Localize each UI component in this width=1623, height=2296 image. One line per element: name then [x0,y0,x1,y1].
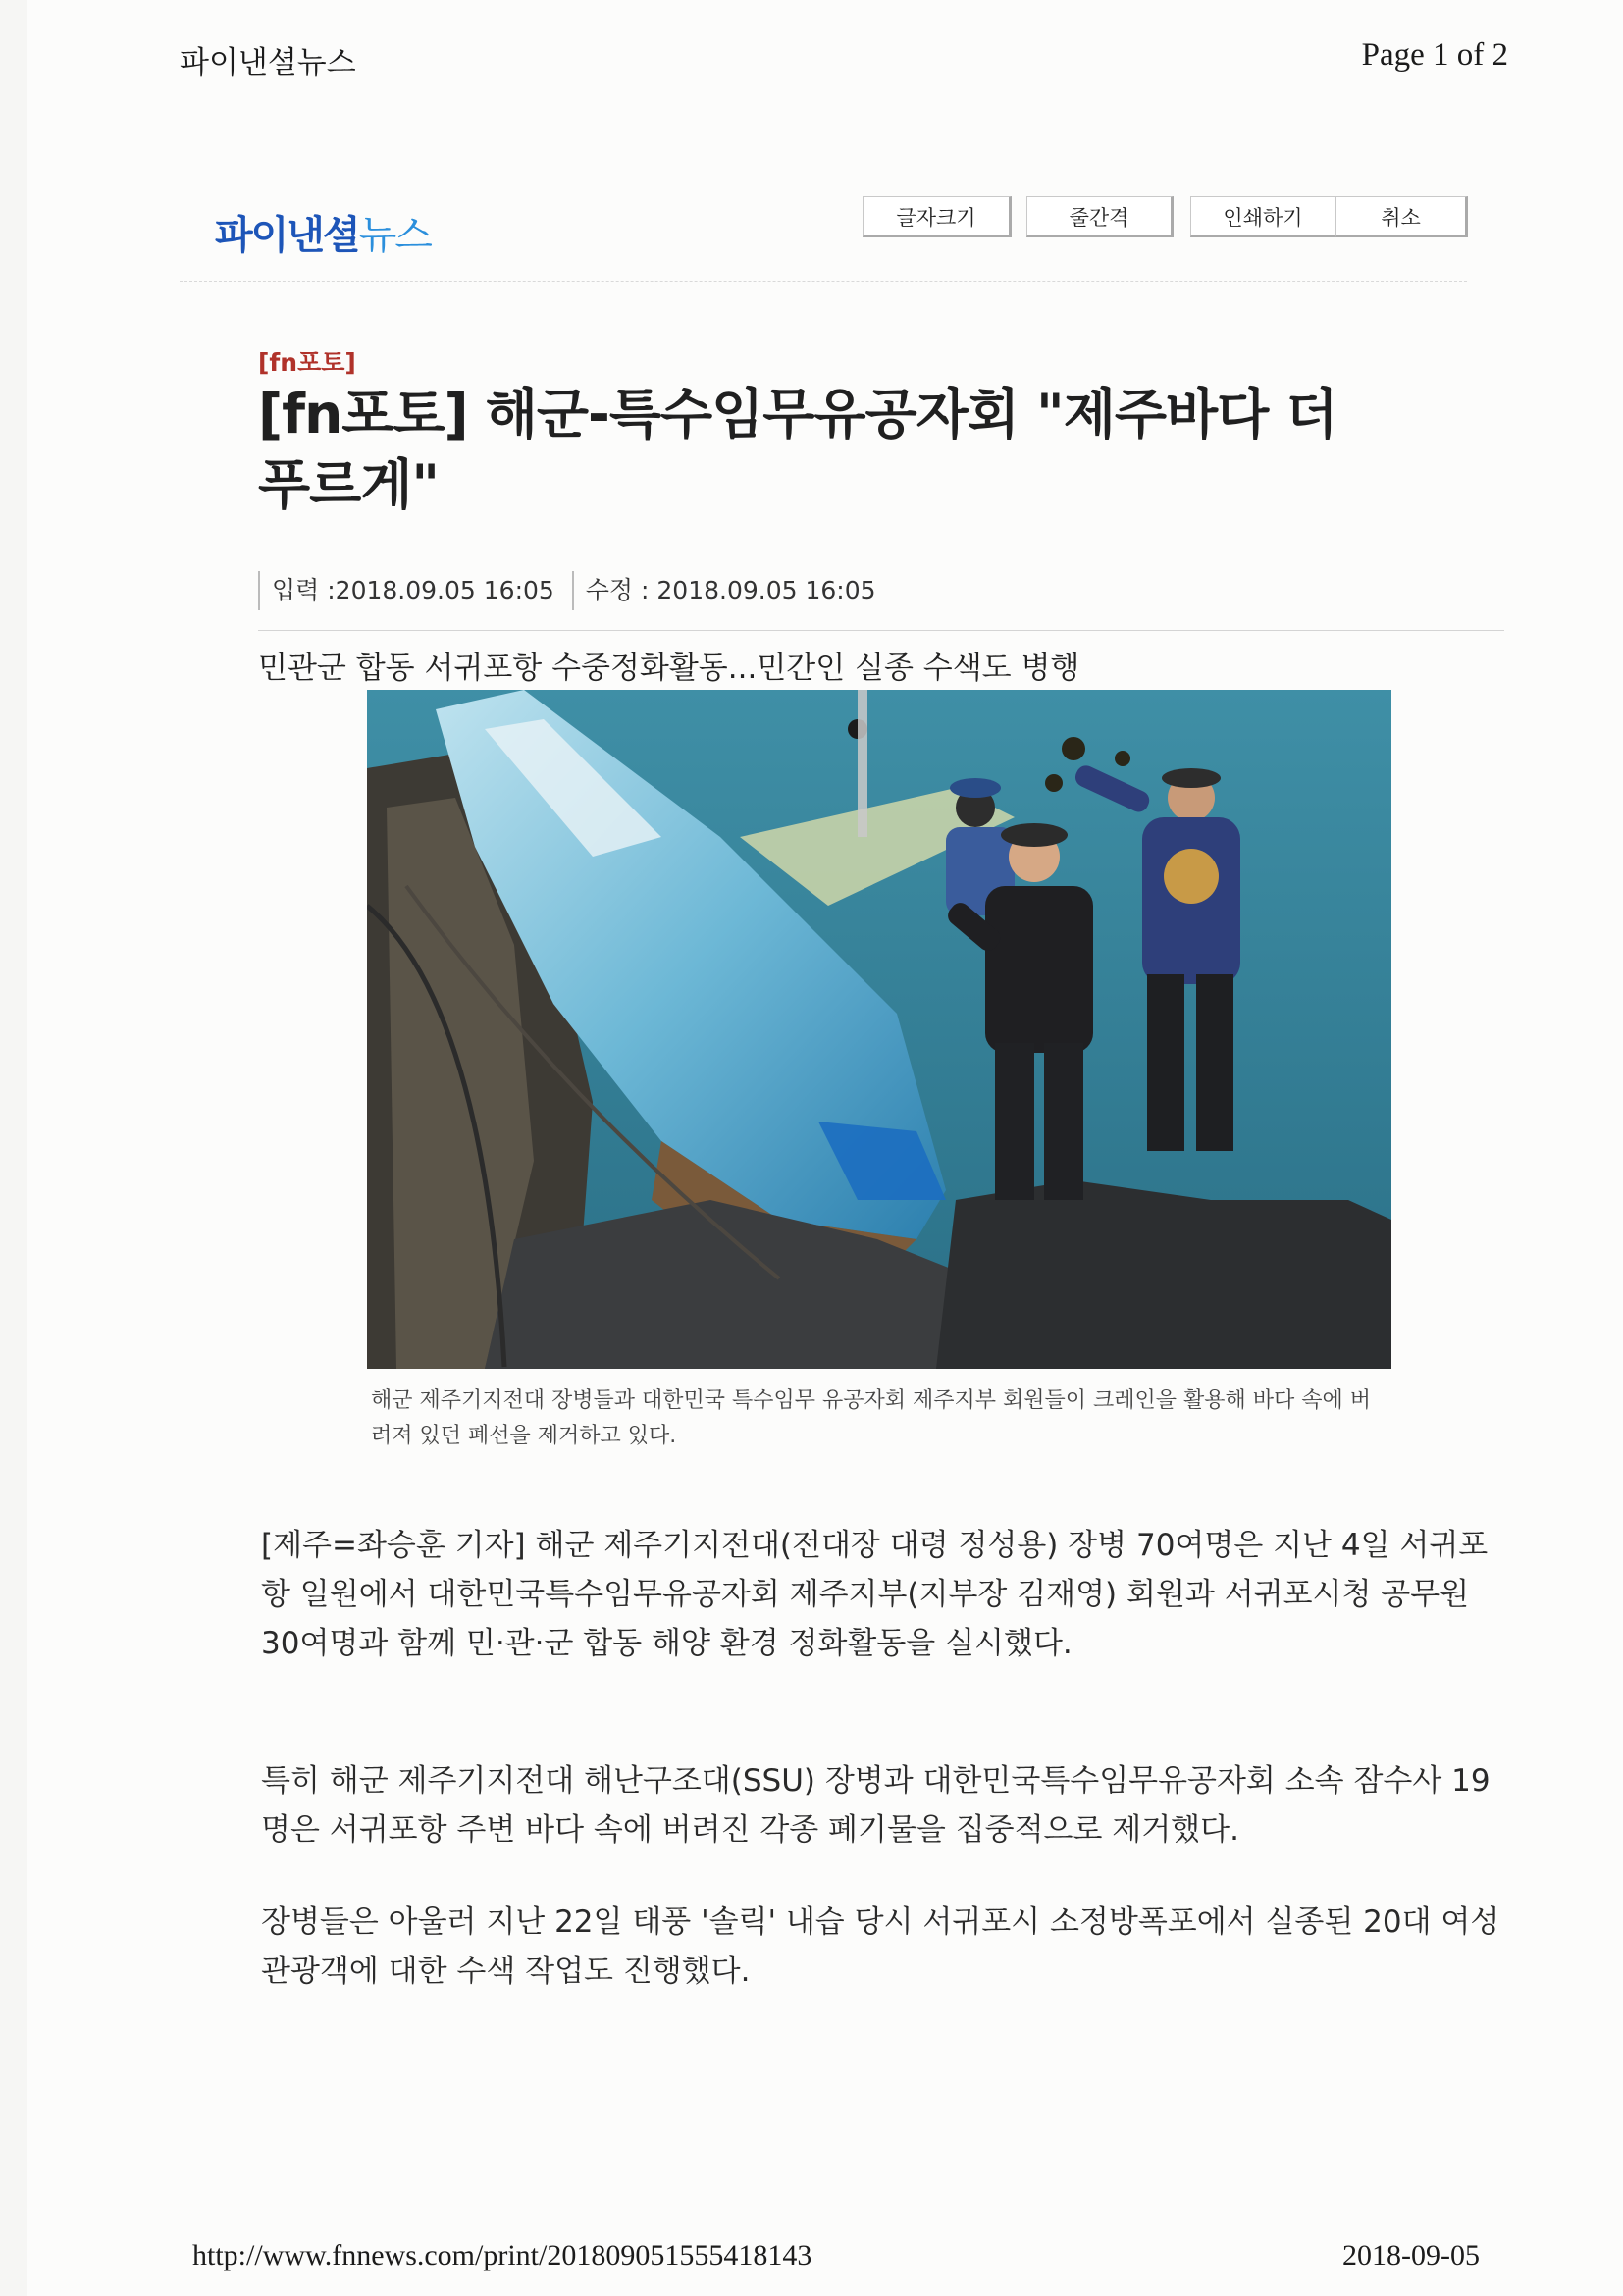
logo-text-secondary: 뉴스 [358,213,431,258]
print-site-name: 파이낸셜뉴스 [180,45,356,80]
article-subhead: 민관군 합동 서귀포항 수중정화활동...민간인 실종 수색도 병행 [258,630,1504,687]
article-category: [fn포토] [258,348,356,377]
article-url: http://www.fnnews.com/print/201809051555418143 [192,2239,812,2271]
print-date: 2018-09-05 [1342,2239,1480,2271]
font-size-button[interactable]: 글자크기 [863,196,1012,237]
print-header [180,37,1508,86]
body-paragraph: [제주=좌승훈 기자] 해군 제주기지전대(전대장 대령 정성용) 장병 70여명은 지난 4일 서귀포항 일원에서 대한민국특수임무유공자회 제주지부(지부장 김재영) 회원과 서귀포시청 공무원 30여명과 함께 민·관·군 합동 해양 환경 정화활동을 실시했다. [261,1528,1489,1661]
logo-text-primary: 파이낸셜 [215,213,359,258]
cancel-button[interactable]: 취소 [1335,196,1468,237]
body-paragraph: 장병들은 아울러 지난 22일 태풍 '솔릭' 내습 당시 서귀포시 소정방폭포에서 실종된 20대 여성 관광객에 대한 수색 작업도 진행했다. [261,1905,1500,1989]
print-footer [192,2239,1480,2278]
photo-caption: 해군 제주기지전대 장병들과 대한민국 특수임무 유공자회 제주지부 회원들이 크레인을 활용해 바다 속에 버려져 있던 폐선을 제거하고 있다. [371,1388,1372,1448]
body-paragraph: 특히 해군 제주기지전대 해난구조대(SSU) 장병과 대한민국특수임무유공자회 소속 잠수사 19명은 서귀포항 주변 바다 속에 버려진 각종 폐기물을 집중적으로 제거했다. [261,1763,1491,1848]
photo-illustration [367,690,1391,1369]
modified-time: 수정 : 2018.09.05 16:05 [572,571,876,610]
fnnews-logo[interactable] [215,204,431,260]
page-number: Page 1 of 2 [1361,37,1508,73]
print-toolbar [180,186,1467,282]
print-button[interactable]: 인쇄하기 [1190,196,1337,237]
line-spacing-button[interactable]: 줄간격 [1026,196,1174,237]
article-photo [367,690,1391,1369]
published-time: 입력 :2018.09.05 16:05 [258,571,554,610]
article-headline: [fn포토] 해군-특수임무유공자회 "제주바다 더 푸르게" [258,383,1337,516]
article-meta [258,571,886,620]
